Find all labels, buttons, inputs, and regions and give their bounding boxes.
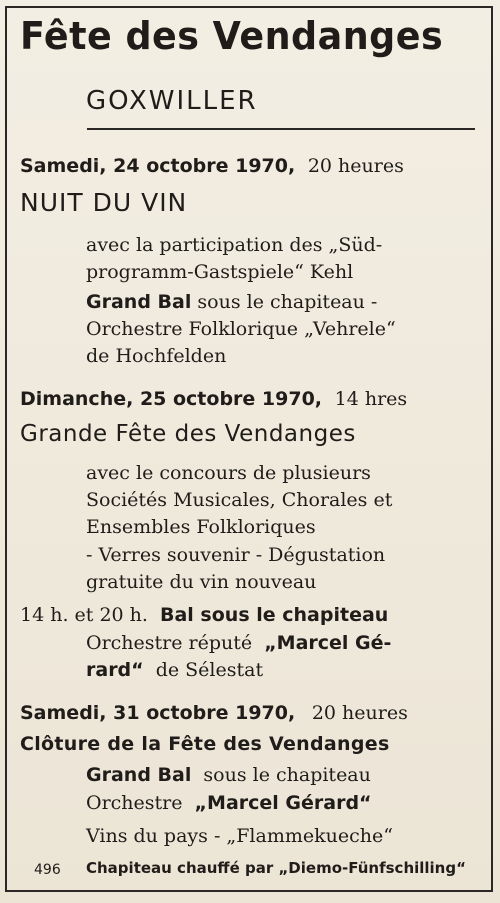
event-2-orchestre-name-b: rard“ — [86, 659, 144, 681]
event-2-line-5: gratuite du vin nouveau — [86, 571, 317, 593]
event-2-bal-time: 14 h. et 20 h. — [20, 604, 148, 626]
event-1-date-line — [20, 155, 404, 177]
event-2-time: 14 hres — [334, 388, 408, 410]
event-2-orchestre-city: de Sélestat — [155, 659, 264, 681]
border-frame — [5, 6, 493, 892]
event-3-title: Clôture de la Fête des Vendanges — [20, 733, 390, 755]
event-3-time: 20 heures — [311, 702, 408, 724]
event-3-orchestre-line — [86, 792, 372, 814]
event-2-line-4: - Verres souvenir - Dégustation — [86, 544, 386, 566]
event-2-orchestre-line-2 — [86, 659, 263, 681]
event-2-orchestre-line — [86, 632, 391, 654]
page-number: 496 — [34, 862, 61, 878]
event-1-orchestre: Orchestre Folklorique „Vehrele“ — [86, 318, 396, 340]
event-2-date: Dimanche, 25 octobre 1970, — [20, 388, 323, 410]
event-3-bal-line — [86, 764, 371, 786]
event-1-time: 20 heures — [307, 155, 404, 177]
heating-note: Chapiteau chauffé par „Diemo-Fünfschilling“ — [86, 859, 466, 877]
event-3-orchestre-name: „Marcel Gérard“ — [194, 792, 372, 814]
event-1-orchestre-city: de Hochfelden — [86, 345, 227, 367]
event-2-line-3: Ensembles Folkloriques — [86, 516, 316, 538]
event-1-bal-bold: Grand Bal — [86, 291, 192, 313]
event-2-bal-line — [20, 604, 388, 626]
event-3-date-line — [20, 702, 408, 724]
event-1-title: NUIT DU VIN — [20, 188, 188, 217]
event-3-date: Samedi, 31 octobre 1970, — [20, 702, 296, 724]
title-divider — [87, 128, 475, 130]
event-2-line-1: avec le concours de plusieurs — [86, 462, 371, 484]
event-1-line-1: avec la participation des „Süd- — [86, 234, 383, 256]
event-3-bal-bold: Grand Bal — [86, 764, 192, 786]
event-2-orchestre-name-a: „Marcel Gé- — [264, 632, 392, 654]
village-name: GOXWILLER — [86, 86, 258, 116]
event-3-vins: Vins du pays - „Flammekueche“ — [86, 825, 393, 847]
event-2-orchestre-pre: Orchestre réputé — [86, 632, 253, 654]
event-3-orchestre-pre: Orchestre — [86, 792, 183, 814]
event-2-line-2: Sociétés Musicales, Chorales et — [86, 489, 393, 511]
event-2-title: Grande Fête des Vendanges — [20, 421, 356, 447]
event-2-date-line — [20, 388, 407, 410]
event-3-bal-rest: sous le chapiteau — [203, 764, 371, 786]
event-1-line-2: programm-Gastspiele“ Kehl — [86, 261, 354, 283]
event-1-date: Samedi, 24 octobre 1970, — [20, 155, 296, 177]
event-1-bal-line — [86, 291, 377, 313]
event-1-bal-rest: sous le chapiteau - — [197, 291, 378, 313]
event-2-bal-bold: Bal sous le chapiteau — [160, 604, 389, 626]
page-title: Fête des Vendanges — [20, 14, 444, 58]
